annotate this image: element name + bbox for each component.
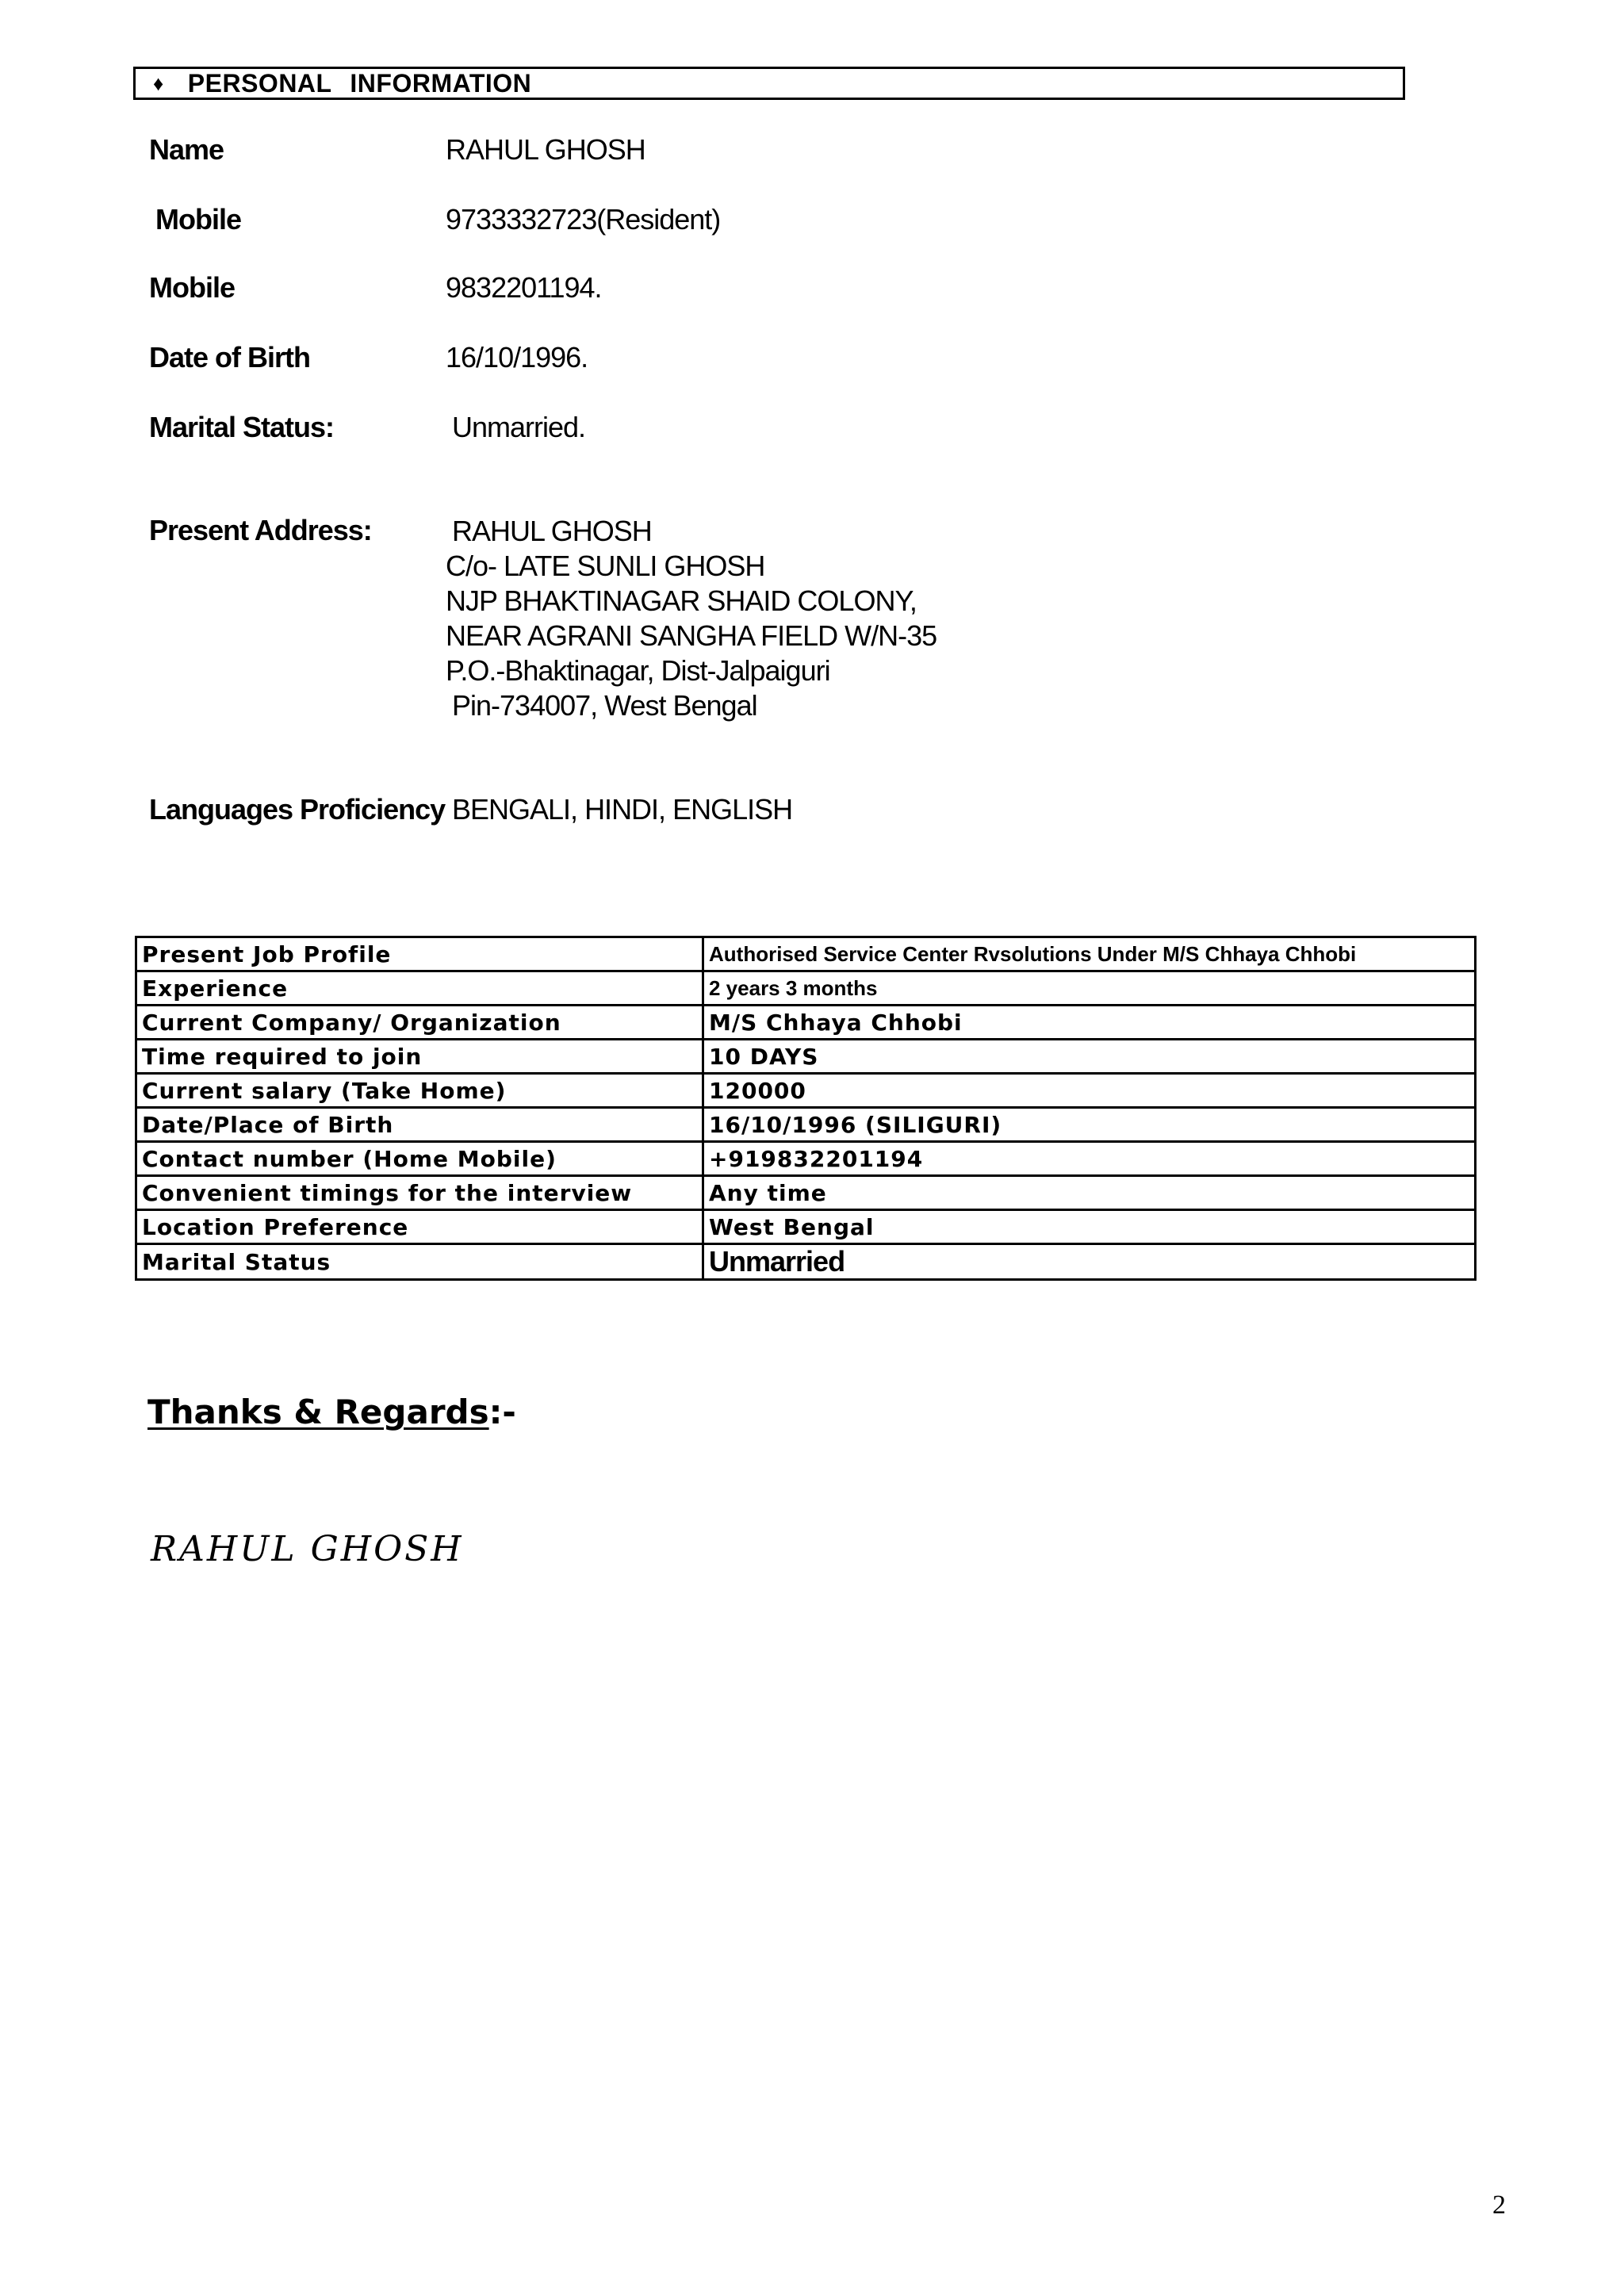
table-cell-value: Unmarried (703, 1244, 1476, 1280)
address-line: RAHUL GHOSH (452, 515, 652, 547)
mobile-label: Mobile (149, 271, 235, 304)
page-number: 2 (1492, 2190, 1506, 2220)
table-cell-value: 16/10/1996 (SILIGURI) (703, 1108, 1476, 1142)
table-cell-value: Authorised Service Center Rvsolutions Under M/S Chhaya Chhobi (703, 937, 1476, 971)
address-line: Pin-734007, West Bengal (452, 689, 757, 722)
table-cell-label: Current Company/ Organization (136, 1006, 703, 1040)
table-cell-value: 2 years 3 months (703, 971, 1476, 1006)
address-line: C/o- LATE SUNLI GHOSH (446, 550, 765, 582)
table-row (136, 1176, 1476, 1210)
table-cell-value: 120000 (703, 1074, 1476, 1108)
table-cell-label: Current salary (Take Home) (136, 1074, 703, 1108)
table-cell-label: Marital Status (136, 1244, 703, 1280)
present-address-label: Present Address: (149, 514, 372, 546)
name-value: RAHUL GHOSH (446, 133, 645, 166)
thanks-and-regards (147, 1393, 516, 1431)
signature: RAHUL GHOSH (151, 1529, 464, 1569)
table-cell-label: Present Job Profile (136, 937, 703, 971)
job-profile-table (135, 936, 1477, 1281)
languages-proficiency-label: Languages Proficiency (149, 793, 446, 826)
table-cell-label: Location Preference (136, 1210, 703, 1244)
address-line: P.O.-Bhaktinagar, Dist-Jalpaiguri (446, 654, 830, 687)
mobile-resident-value: 9733332723(Resident) (446, 203, 721, 236)
mobile-value: 9832201194. (446, 271, 602, 304)
table-cell-value: 10 DAYS (703, 1040, 1476, 1074)
section-title: PERSONAL INFORMATION (187, 68, 532, 98)
section-header-personal-information (133, 67, 1405, 100)
table-row (136, 1006, 1476, 1040)
date-of-birth-label: Date of Birth (149, 341, 310, 374)
table-cell-label: Contact number (Home Mobile) (136, 1142, 703, 1176)
mobile-resident-label: Mobile (155, 203, 241, 236)
table-row (136, 1040, 1476, 1074)
name-label: Name (149, 133, 224, 166)
thanks-suffix: :- (488, 1393, 516, 1431)
present-address-value (446, 514, 936, 723)
table-cell-value: West Bengal (703, 1210, 1476, 1244)
table-row (136, 1142, 1476, 1176)
address-line: NJP BHAKTINAGAR SHAID COLONY, (446, 584, 917, 617)
table-row (136, 937, 1476, 971)
table-cell-value: Any time (703, 1176, 1476, 1210)
table-row (136, 1210, 1476, 1244)
table-cell-label: Convenient timings for the interview (136, 1176, 703, 1210)
table-cell-label: Experience (136, 971, 703, 1006)
diamond-bullet-icon: ♦ (153, 71, 164, 95)
thanks-text: Thanks & Regards (147, 1393, 489, 1431)
table-row (136, 971, 1476, 1006)
table-cell-value: +919832201194 (703, 1142, 1476, 1176)
table-row (136, 1244, 1476, 1280)
address-line: NEAR AGRANI SANGHA FIELD W/N-35 (446, 619, 937, 652)
table-row (136, 1108, 1476, 1142)
table-cell-label: Date/Place of Birth (136, 1108, 703, 1142)
languages-proficiency-value: BENGALI, HINDI, ENGLISH (452, 793, 793, 826)
table-row (136, 1074, 1476, 1108)
marital-status-value: Unmarried. (452, 411, 586, 443)
marital-status-label: Marital Status: (149, 411, 335, 443)
date-of-birth-value: 16/10/1996. (446, 341, 588, 374)
table-cell-value: M/S Chhaya Chhobi (703, 1006, 1476, 1040)
table-cell-label: Time required to join (136, 1040, 703, 1074)
